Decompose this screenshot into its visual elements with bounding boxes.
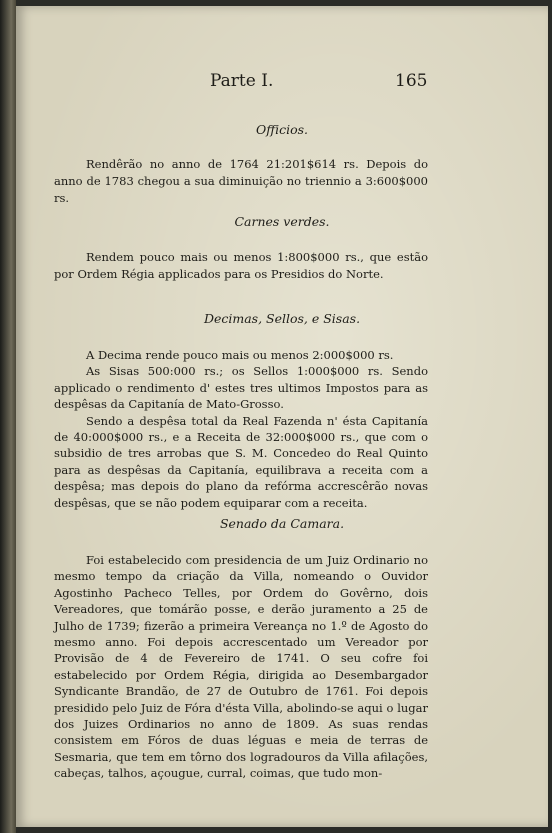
section-body-officios: [54, 156, 428, 207]
section-heading-officios: Officios.: [255, 122, 308, 137]
book-page: [16, 6, 548, 827]
paragraph: Rendem pouco mais ou menos 1:800$000 rs., que estão por Ordem Régia applicados para os Presidios do Norte.: [54, 250, 428, 281]
paragraph: Rendêrão no anno de 1764 21:201$614 rs. Depois do anno de 1783 chegou a sua diminuição no triennio a 3:600$000 rs.: [54, 157, 428, 205]
paragraph: Foi estabelecido com presidencia de um Juiz Ordinario no mesmo tempo da criação da Villa, nomeando o Ouvidor Agostinho Pacheco Telles, por Ordem do Govêrno, dois Vereadores, que tomárão posse, e derão juramento a 25 de Julho de 1739; fizerão a primeira Vereança no 1.º de Agosto do mesmo anno. Foi depois accrescentado um Vereador por Provisão de 4 de Fevereiro de 1741. O seu cofre foi estabelecido por Ordem Régia, dirigida ao Desembargador Syndicante Brandão, de 27 de Outubro de 1761. Foi depois presidido pelo Juiz de Fóra d'ésta Villa, abolindo-se aqui o lugar dos Juizes Ordinarios no anno de 1809. As suas rendas consistem em Fóros de duas léguas e meia de terras de Sesmaria, que tem em tôrno dos logradouros da Villa afilações, cabeças, talhos, açougue, curral, coimas, que tudo mon-: [54, 553, 428, 781]
section-heading-decimas: Decimas, Sellos, e Sisas.: [203, 311, 361, 326]
section-heading-senado: Senado da Camara.: [219, 516, 345, 531]
section-body-decimas: [54, 347, 428, 511]
part-title: Parte I.: [210, 71, 274, 91]
section-heading-carnes-verdes: Carnes verdes.: [234, 214, 330, 229]
paragraph: Sendo a despêsa total da Real Fazenda n' ésta Capitanía de 40:000$000 rs., e a Receita de 32:000$000 rs., que com o subsidio de tres arrobas que S. M. Concedeo do Real Quinto para as despêsas da Capitanía, equilibrava a receita com a despêsa; mas depois do plano da refórma accrescêrão novas despêsas, que se não podem equiparar com a receita.: [54, 413, 428, 510]
facing-page-edge: [0, 0, 16, 833]
paragraph: A Decima rende pouco mais ou menos 2:000$000 rs.: [86, 348, 394, 362]
running-header: [16, 71, 548, 95]
section-body-carnes-verdes: [54, 249, 428, 283]
page-number: 165: [395, 71, 428, 91]
section-body-senado: [54, 552, 428, 782]
paragraph: As Sisas 500:000 rs.; os Sellos 1:000$000 rs. Sendo applicado o rendimento d' estes tres ultimos Impostos para as despêsas da Capitanía de Mato-Grosso.: [54, 364, 428, 412]
